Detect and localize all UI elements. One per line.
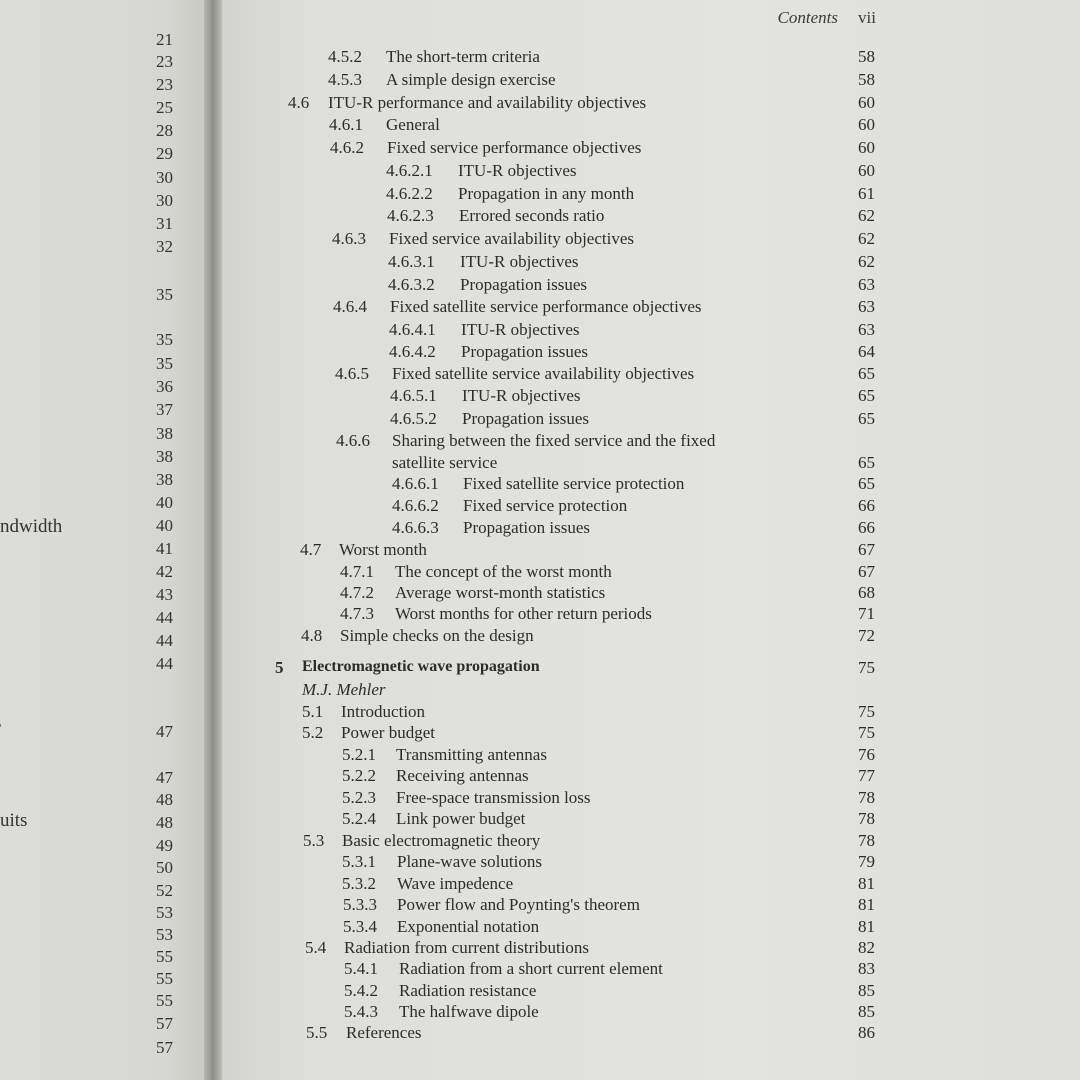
left-page-number: 50: [156, 858, 173, 877]
left-page-number: 57: [156, 1038, 173, 1057]
toc-title: Propagation issues: [462, 409, 590, 428]
toc-page: 78: [858, 809, 875, 828]
toc-number: 5.5: [306, 1023, 328, 1042]
toc-row: [222, 184, 1080, 206]
toc-page: 67: [858, 562, 875, 581]
toc-row: [222, 562, 1080, 584]
left-page-number: 36: [156, 377, 173, 396]
toc-title: Fixed satellite service performance objectives: [390, 297, 702, 316]
toc-row: [222, 70, 1080, 92]
toc-row: [222, 788, 1080, 810]
toc-title: satellite service: [392, 453, 498, 472]
toc-page: 61: [858, 184, 875, 203]
toc-row: [222, 1023, 1080, 1045]
toc-title: The halfwave dipole: [399, 1002, 539, 1021]
toc-page: 64: [858, 342, 875, 361]
toc-number: 4.6.6.1: [392, 474, 439, 493]
toc-number: 4.6.2.1: [386, 161, 433, 180]
toc-page: 72: [858, 626, 875, 645]
toc-number: 5.3.3: [343, 895, 377, 914]
toc-row: [222, 93, 1080, 115]
left-page-number: 28: [156, 121, 173, 140]
left-page-number: 47: [156, 768, 173, 787]
toc-row: [222, 895, 1080, 917]
toc-title: ITU-R performance and availability objectives: [328, 93, 647, 112]
toc-number: 4.6.6: [336, 431, 370, 450]
toc-title: Link power budget: [396, 809, 526, 828]
toc-number: 4.6.2.3: [387, 206, 434, 225]
toc-row: [222, 981, 1080, 1003]
toc-page: 76: [858, 745, 875, 764]
toc-number: 4.7.3: [340, 604, 374, 623]
toc-row: [222, 409, 1080, 431]
toc-title: Propagation issues: [461, 342, 589, 361]
toc-row: [222, 206, 1080, 228]
left-page-number: 47: [156, 722, 173, 741]
toc-row: [222, 229, 1080, 251]
toc-page: 60: [858, 138, 875, 157]
toc-number: 4.6.3.2: [388, 275, 435, 294]
toc-number: 5.4.2: [344, 981, 378, 1000]
toc-page: 66: [858, 518, 875, 537]
toc-number: 4.6.3: [332, 229, 366, 248]
left-page-number: 44: [156, 608, 173, 627]
left-page-number: 38: [156, 447, 173, 466]
toc-page: 65: [858, 386, 875, 405]
toc-page: 79: [858, 852, 875, 871]
toc-page: 58: [858, 47, 875, 66]
left-page-number: 32: [156, 237, 173, 256]
toc-page: 65: [858, 364, 875, 383]
left-page-number: 55: [156, 969, 173, 988]
toc-number: 4.6.4: [333, 297, 367, 316]
toc-number: 5.4.1: [344, 959, 378, 978]
left-page-number: 35: [156, 330, 173, 349]
toc-number: 5.3.4: [343, 917, 377, 936]
toc-number: 4.6.5.2: [390, 409, 437, 428]
toc-number: 5.3.2: [342, 874, 376, 893]
left-page-number: 44: [156, 654, 173, 673]
toc-title: Errored seconds ratio: [459, 206, 605, 225]
toc-page: 63: [858, 297, 875, 316]
toc-page: 75: [858, 702, 875, 721]
toc-page: 81: [858, 895, 875, 914]
toc-row: [222, 626, 1080, 648]
toc-title: Exponential notation: [397, 917, 540, 936]
left-page-number: 57: [156, 1014, 173, 1033]
toc-title: Fixed satellite service protection: [463, 474, 685, 493]
left-page-number: 23: [156, 52, 173, 71]
toc-title: General: [386, 115, 440, 134]
toc-row: [222, 959, 1080, 981]
toc-number: 5.2.2: [342, 766, 376, 785]
toc-page: 78: [858, 788, 875, 807]
toc-row: [222, 364, 1080, 386]
running-header-title: Contents: [777, 8, 838, 27]
toc-row: [222, 115, 1080, 137]
toc-title: Basic electromagnetic theory: [342, 831, 541, 850]
toc-page: 58: [858, 70, 875, 89]
left-page-number: 30: [156, 168, 173, 187]
toc-number: 4.6: [288, 93, 310, 112]
toc-title: Sharing between the fixed service and the fixed: [392, 431, 716, 450]
toc-page: 78: [858, 831, 875, 850]
toc-number: 4.6.2.2: [386, 184, 433, 203]
toc-title: The short-term criteria: [386, 47, 540, 66]
left-page-number: 35: [156, 285, 173, 304]
toc-row: [222, 252, 1080, 274]
toc-page: 66: [858, 496, 875, 515]
toc-row: [222, 917, 1080, 939]
toc-title: Radiation from current distributions: [344, 938, 590, 957]
left-page-number: 53: [156, 925, 173, 944]
left-page-number: 43: [156, 585, 173, 604]
toc-title: Worst month: [339, 540, 427, 559]
toc-number: 5.4: [305, 938, 327, 957]
toc-number: 5.2.1: [342, 745, 376, 764]
toc-row: [222, 540, 1080, 562]
toc-number: 4.6.6.2: [392, 496, 439, 515]
toc-title: Propagation issues: [460, 275, 588, 294]
left-page-number: 35: [156, 354, 173, 373]
left-page-number: 55: [156, 991, 173, 1010]
toc-number: 5.3: [303, 831, 325, 850]
toc-page: 77: [858, 766, 875, 785]
left-page-number: 44: [156, 631, 173, 650]
toc-page: 60: [858, 115, 875, 134]
toc-row: [222, 431, 1080, 453]
toc-page: 75: [858, 658, 875, 677]
toc-number: 4.8: [301, 626, 323, 645]
toc-number: 5.2: [302, 723, 324, 742]
toc-number: 4.7.2: [340, 583, 374, 602]
toc-row: [222, 874, 1080, 896]
toc-row: [222, 583, 1080, 605]
toc-number: 4.6.4.2: [389, 342, 436, 361]
toc-row: [222, 138, 1080, 160]
left-page-number: 38: [156, 424, 173, 443]
toc-number: 5.2.3: [342, 788, 376, 807]
left-page-word: uits: [0, 810, 28, 831]
toc-title: Propagation issues: [463, 518, 591, 537]
toc-row: [222, 604, 1080, 626]
toc-author-row: [222, 680, 1080, 702]
toc-number: 4.5.3: [328, 70, 362, 89]
toc-page: 65: [858, 474, 875, 493]
toc-row: [222, 938, 1080, 960]
toc-page: 63: [858, 320, 875, 339]
toc-title: A simple design exercise: [386, 70, 556, 89]
toc-number: 5.1: [302, 702, 324, 721]
toc-title: ITU-R objectives: [462, 386, 581, 405]
toc-page: 65: [858, 453, 875, 472]
running-header-page: vii: [858, 8, 876, 27]
toc-row: [222, 320, 1080, 342]
toc-title: Radiation resistance: [399, 981, 537, 1000]
left-page-number: 40: [156, 516, 173, 535]
toc-number: 5.2.4: [342, 809, 376, 828]
toc-row: [222, 702, 1080, 724]
toc-row: [222, 809, 1080, 831]
left-page-word: ndwidth: [0, 516, 63, 537]
toc-row: [222, 47, 1080, 69]
toc-title: Radiation from a short current element: [399, 959, 663, 978]
left-page-word: [0, 712, 1, 734]
left-page-number: 38: [156, 470, 173, 489]
toc-chapter-number: 5: [275, 658, 284, 677]
toc-number: 4.5.2: [328, 47, 362, 66]
toc-number: 4.6.4.1: [389, 320, 436, 339]
left-page-number: 48: [156, 813, 173, 832]
toc-page: 83: [858, 959, 875, 978]
left-page-number: 30: [156, 191, 173, 210]
toc-number: 4.6.1: [329, 115, 363, 134]
left-page-number: 29: [156, 144, 173, 163]
toc-author: M.J. Mehler: [302, 680, 386, 699]
toc-number: 4.6.5: [335, 364, 369, 383]
toc-row: [222, 496, 1080, 518]
toc-title: Power budget: [341, 723, 435, 742]
toc-page: 68: [858, 583, 875, 602]
toc-page: 62: [858, 229, 875, 248]
toc-chapter-row: [222, 658, 1080, 680]
toc-page: 85: [858, 1002, 875, 1021]
toc-page: 86: [858, 1023, 875, 1042]
toc-row: [222, 275, 1080, 297]
toc-page: 65: [858, 409, 875, 428]
toc-title: Free-space transmission loss: [396, 788, 591, 807]
left-page-number: 49: [156, 836, 173, 855]
toc-row: [222, 518, 1080, 540]
toc-title: Simple checks on the design: [340, 626, 534, 645]
toc-title: Fixed service protection: [463, 496, 628, 515]
toc-page: 85: [858, 981, 875, 1000]
toc-row: [222, 161, 1080, 183]
left-page-number: 42: [156, 562, 173, 581]
left-page-number: 48: [156, 790, 173, 809]
toc-title: Power flow and Poynting's theorem: [397, 895, 640, 914]
left-page-number: 31: [156, 214, 173, 233]
left-page-number: 53: [156, 903, 173, 922]
toc-number: 5.3.1: [342, 852, 376, 871]
left-page-number: 21: [156, 30, 173, 49]
toc-row: [222, 831, 1080, 853]
left-page: [0, 0, 208, 1080]
toc-row: [222, 342, 1080, 364]
right-page: [222, 0, 1080, 1080]
toc-number: 4.6.5.1: [390, 386, 437, 405]
left-page-number: 37: [156, 400, 173, 419]
toc-title: Fixed service performance objectives: [387, 138, 642, 157]
toc-page: 81: [858, 917, 875, 936]
toc-row: [222, 386, 1080, 408]
toc-title: Introduction: [341, 702, 426, 721]
toc-title: ITU-R objectives: [460, 252, 579, 271]
toc-page: 63: [858, 275, 875, 294]
toc-row: [222, 745, 1080, 767]
left-page-number: 25: [156, 98, 173, 117]
left-page-number: 41: [156, 539, 173, 558]
toc-number: 5.4.3: [344, 1002, 378, 1021]
toc-title: Propagation in any month: [458, 184, 635, 203]
toc-row: [222, 723, 1080, 745]
toc-page: 62: [858, 206, 875, 225]
toc-page: 75: [858, 723, 875, 742]
toc-number: 4.6.6.3: [392, 518, 439, 537]
toc-title: Fixed satellite service availability objectives: [392, 364, 695, 383]
left-page-number: 55: [156, 947, 173, 966]
toc-page: 60: [858, 161, 875, 180]
toc-row: [222, 1002, 1080, 1024]
toc-number: 4.6.2: [330, 138, 364, 157]
left-page-number: 52: [156, 881, 173, 900]
toc-row: [222, 474, 1080, 496]
toc-page: 81: [858, 874, 875, 893]
toc-number: 4.7: [300, 540, 322, 559]
toc-title: The concept of the worst month: [395, 562, 612, 581]
toc-title: Wave impedence: [397, 874, 514, 893]
toc-title: Average worst-month statistics: [395, 583, 606, 602]
toc-page: 71: [858, 604, 875, 623]
left-page-number: 40: [156, 493, 173, 512]
toc-number: 4.6.3.1: [388, 252, 435, 271]
toc-title: Worst months for other return periods: [395, 604, 652, 623]
toc-title: References: [346, 1023, 422, 1042]
toc-chapter-title: Electromagnetic wave propagation: [302, 658, 540, 675]
toc-row: [222, 852, 1080, 874]
toc-row: [222, 297, 1080, 319]
toc-page: 67: [858, 540, 875, 559]
left-page-number: 23: [156, 75, 173, 94]
toc-title: Fixed service availability objectives: [389, 229, 635, 248]
toc-page: 62: [858, 252, 875, 271]
toc-row: [222, 453, 1080, 475]
toc-row: [222, 766, 1080, 788]
toc-number: 4.7.1: [340, 562, 374, 581]
toc-page: 82: [858, 938, 875, 957]
toc-title: ITU-R objectives: [458, 161, 577, 180]
toc-title: Plane-wave solutions: [397, 852, 542, 871]
toc-page: 60: [858, 93, 875, 112]
toc-title: ITU-R objectives: [461, 320, 580, 339]
toc-title: Receiving antennas: [396, 766, 529, 785]
toc-title: Transmitting antennas: [396, 745, 547, 764]
